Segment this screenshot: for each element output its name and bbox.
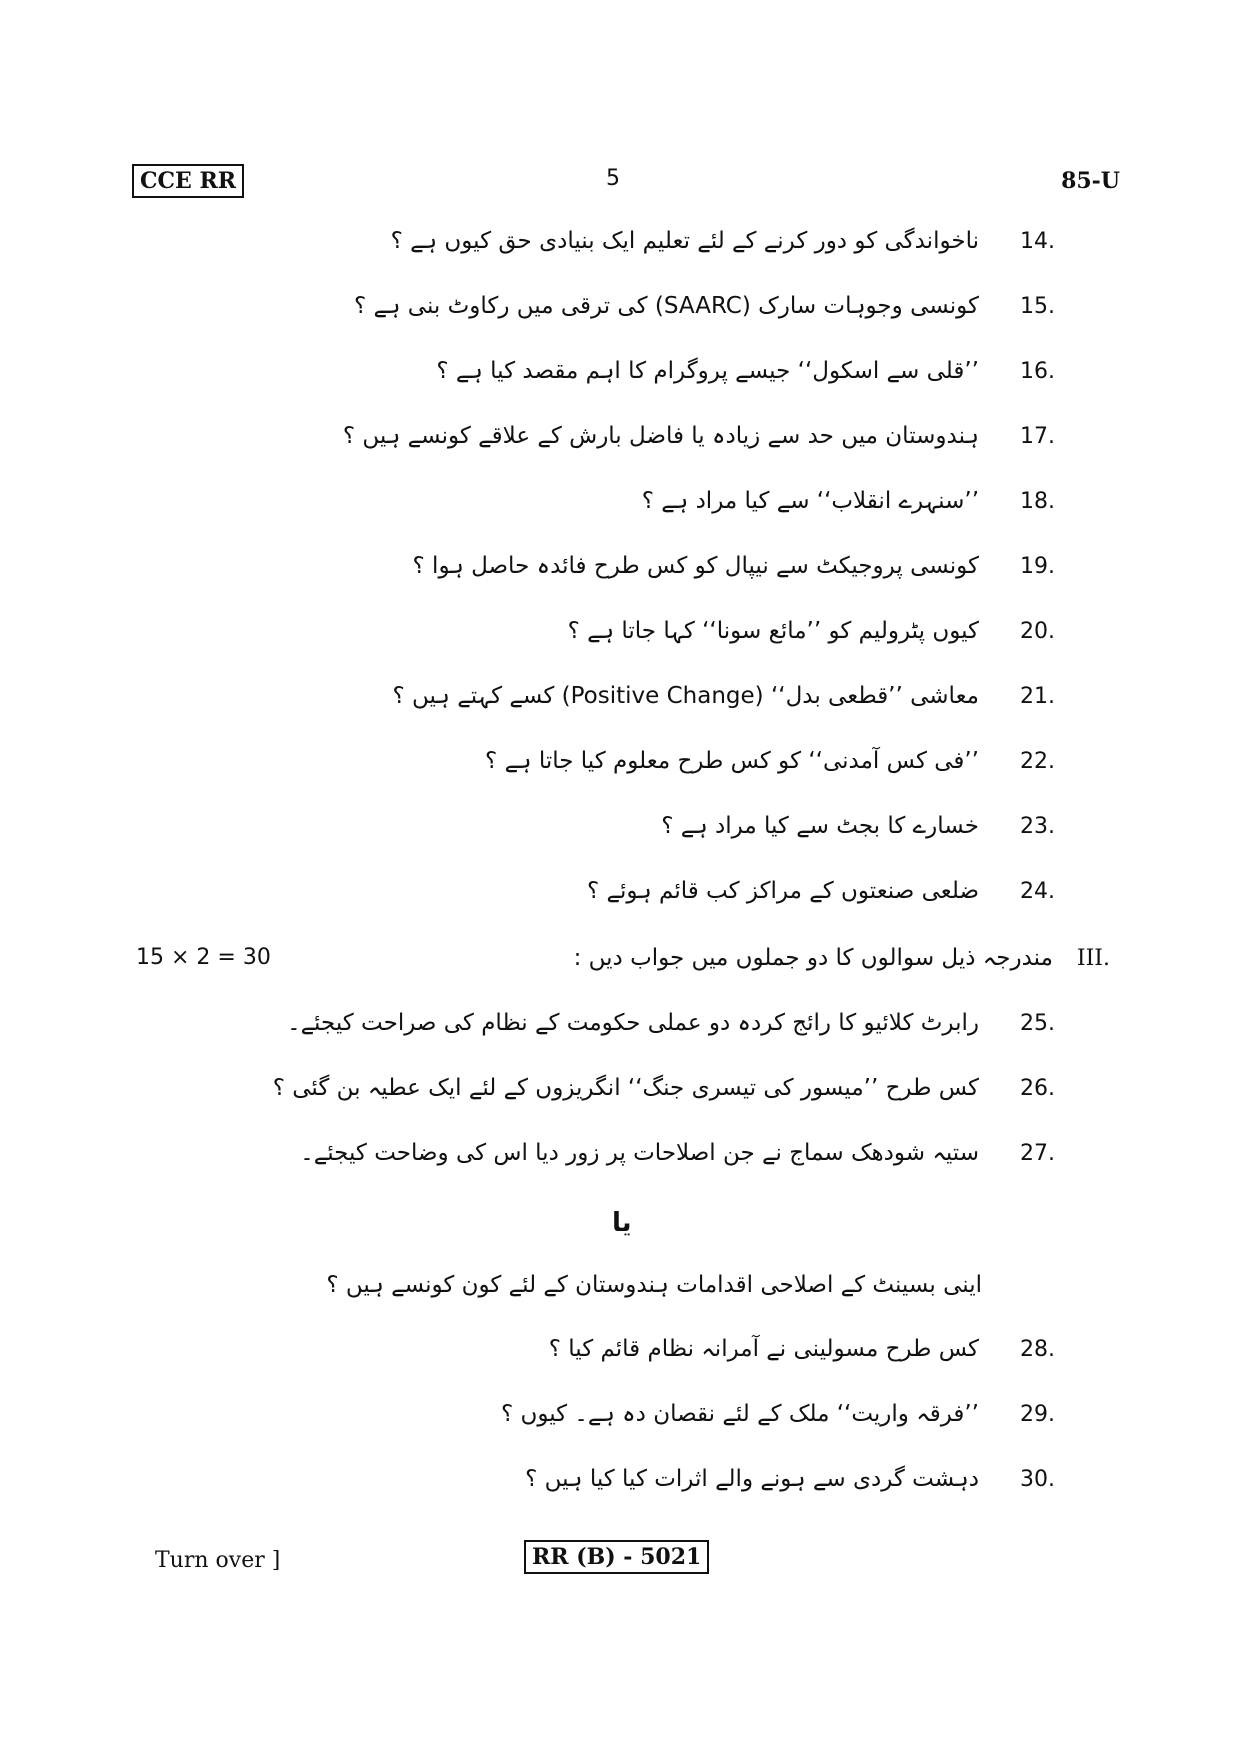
header-right-code: 85-U bbox=[1061, 168, 1120, 194]
section-instruction: مندرجہ ذیل سوالوں کا دو جملوں میں جواب دیں : bbox=[573, 945, 1053, 971]
or-label: یا bbox=[612, 1208, 632, 1238]
section-numeral: III. bbox=[1076, 946, 1110, 971]
question-number: 24. bbox=[1020, 879, 1055, 904]
question-17 bbox=[343, 423, 1055, 449]
question-number: 26. bbox=[1020, 1076, 1055, 1101]
footer-code: RR (B) - 5021 bbox=[524, 1540, 709, 1574]
question-text: کیوں پٹرولیم کو ’’مائع سونا‘‘ کہا جاتا ہے ؟ bbox=[567, 618, 979, 644]
question-text: ناخواندگی کو دور کرنے کے لئے تعلیم ایک بنیادی حق کیوں ہے ؟ bbox=[390, 228, 979, 254]
page-number: 5 bbox=[606, 166, 620, 191]
question-number: 15. bbox=[1020, 294, 1055, 319]
question-text: کس طرح ’’میسور کی تیسری جنگ‘‘ انگریزوں کے لئے ایک عطیہ بن گئی ؟ bbox=[272, 1075, 979, 1101]
question-text: دہشت گردی سے ہونے والے اثرات کیا کیا ہیں ؟ bbox=[525, 1466, 979, 1492]
alternative-question: اینی بسینٹ کے اصلاحی اقدامات ہندوستان کے لئے کون کونسے ہیں ؟ bbox=[326, 1272, 982, 1298]
question-24 bbox=[587, 878, 1055, 904]
question-22 bbox=[485, 748, 1055, 774]
question-30 bbox=[525, 1466, 1055, 1492]
question-number: 27. bbox=[1020, 1141, 1055, 1166]
question-number: 20. bbox=[1020, 619, 1055, 644]
question-text: ’’سنہرے انقلاب‘‘ سے کیا مراد ہے ؟ bbox=[641, 488, 979, 514]
question-19 bbox=[413, 553, 1055, 579]
question-text: خسارے کا بجٹ سے کیا مراد ہے ؟ bbox=[661, 813, 979, 839]
question-26 bbox=[273, 1075, 1055, 1101]
question-15 bbox=[354, 293, 1055, 319]
question-text: کونسی پروجیکٹ سے نیپال کو کس طرح فائدہ حاصل ہوا ؟ bbox=[412, 553, 979, 579]
section-heading bbox=[574, 945, 1110, 971]
question-number: 29. bbox=[1020, 1402, 1055, 1427]
question-number: 17. bbox=[1020, 424, 1055, 449]
question-text: ’’فرقہ واریت‘‘ ملک کے لئے نقصان دہ ہے۔ کیوں ؟ bbox=[500, 1401, 979, 1427]
question-text: ’’فی کس آمدنی‘‘ کو کس طرح معلوم کیا جاتا ہے ؟ bbox=[485, 748, 979, 774]
question-number: 16. bbox=[1020, 359, 1055, 384]
question-number: 22. bbox=[1020, 749, 1055, 774]
question-number: 21. bbox=[1020, 684, 1055, 709]
question-number: 30. bbox=[1020, 1467, 1055, 1492]
question-18 bbox=[642, 488, 1055, 514]
turn-over-text: Turn over ] bbox=[155, 1548, 281, 1573]
question-number: 28. bbox=[1020, 1337, 1055, 1362]
question-text: رابرٹ کلائیو کا رائج کردہ دو عملی حکومت کے نظام کی صراحت کیجئے۔ bbox=[287, 1010, 979, 1036]
question-text: معاشی ’’قطعی بدل‘‘ (Positive Change) کسے کہتے ہیں ؟ bbox=[392, 683, 979, 709]
question-number: 19. bbox=[1020, 554, 1055, 579]
question-text: کونسی وجوہات سارک (SAARC) کی ترقی میں رکاوٹ بنی ہے ؟ bbox=[354, 293, 979, 319]
question-number: 18. bbox=[1020, 489, 1055, 514]
question-number: 14. bbox=[1020, 229, 1055, 254]
question-29 bbox=[501, 1401, 1055, 1427]
question-20 bbox=[568, 618, 1055, 644]
question-text: ضلعی صنعتوں کے مراکز کب قائم ہوئے ؟ bbox=[586, 878, 979, 904]
question-text: کس طرح مسولینی نے آمرانہ نظام قائم کیا ؟ bbox=[548, 1336, 979, 1362]
question-text: ’’قلی سے اسکول‘‘ جیسے پروگرام کا اہم مقصد کیا ہے ؟ bbox=[436, 358, 979, 384]
question-27 bbox=[300, 1140, 1055, 1166]
question-text: ستیہ شودھک سماج نے جن اصلاحات پر زور دیا اس کی وضاحت کیجئے۔ bbox=[300, 1140, 979, 1166]
header-left-code: CCE RR bbox=[132, 164, 244, 198]
question-number: 25. bbox=[1020, 1011, 1055, 1036]
question-number: 23. bbox=[1020, 814, 1055, 839]
question-25 bbox=[287, 1010, 1055, 1036]
question-16 bbox=[436, 358, 1055, 384]
question-23 bbox=[661, 813, 1055, 839]
question-14 bbox=[391, 228, 1055, 254]
question-21 bbox=[392, 683, 1055, 709]
question-28 bbox=[549, 1336, 1055, 1362]
question-text: ہندوستان میں حد سے زیادہ یا فاضل بارش کے علاقے کونسے ہیں ؟ bbox=[342, 423, 979, 449]
section-marks: 15 × 2 = 30 bbox=[136, 945, 271, 970]
